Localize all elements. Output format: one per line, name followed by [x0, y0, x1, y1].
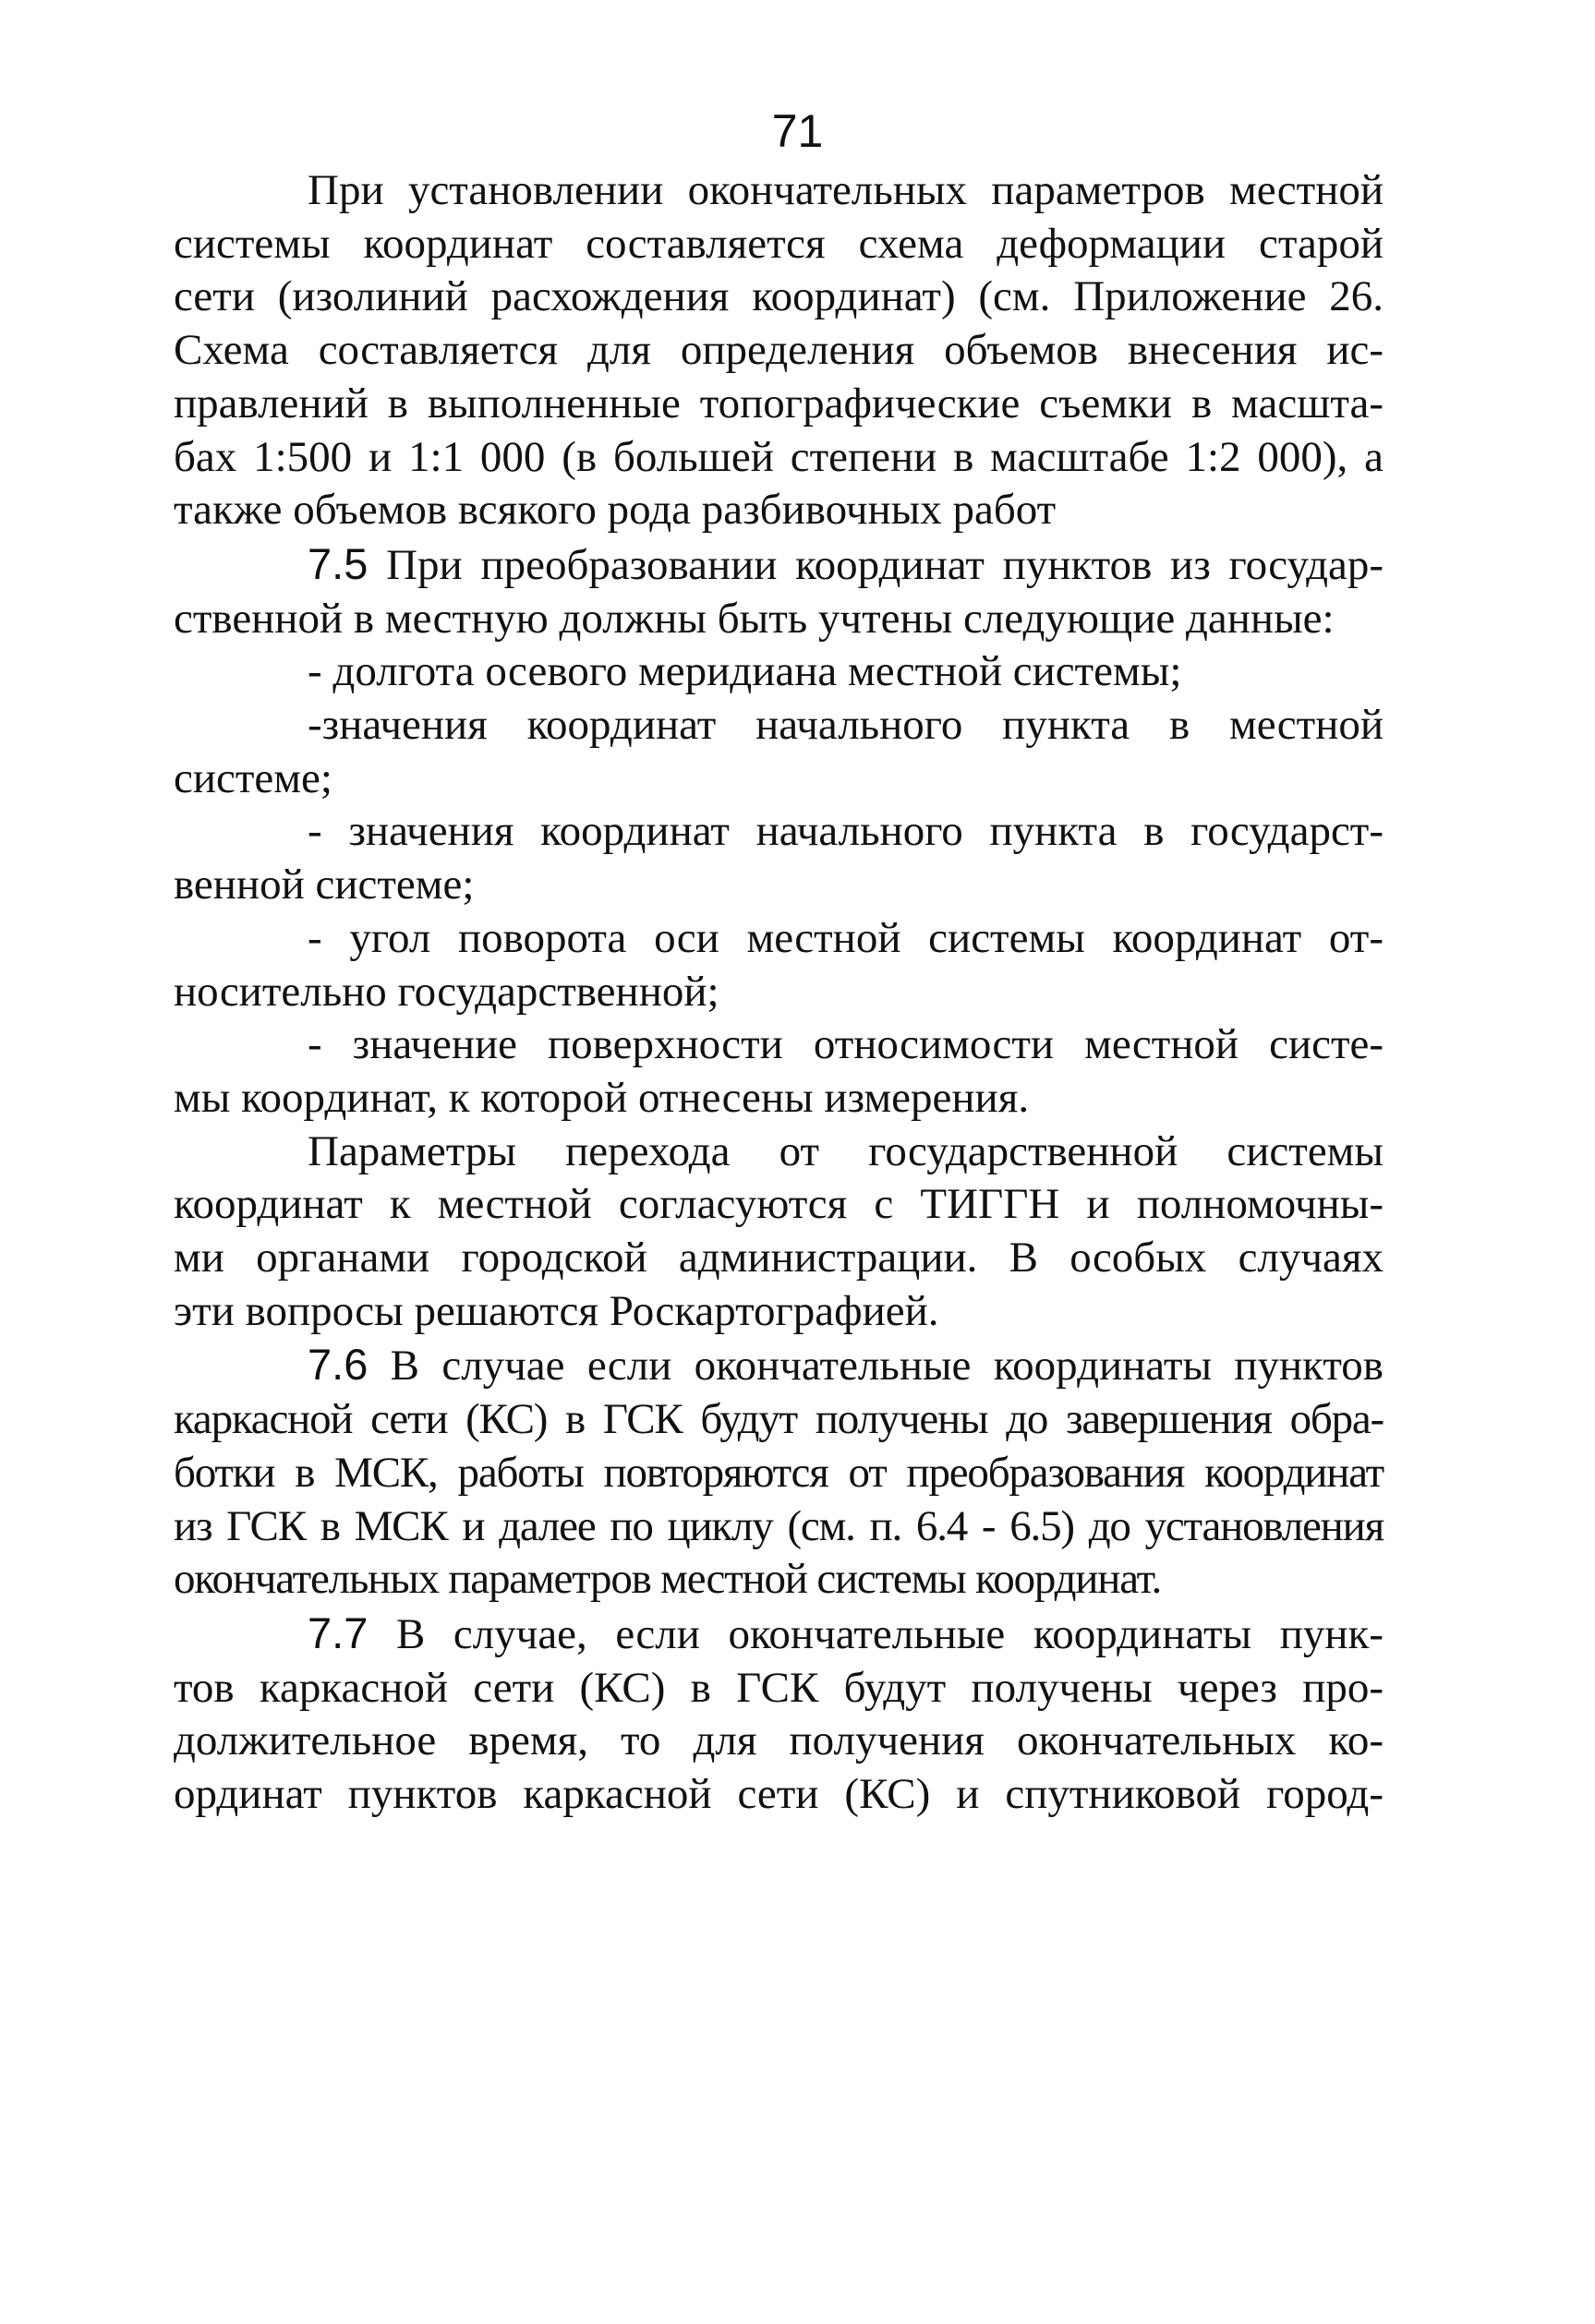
text-line: мы координат, к которой отнесены измерения. — [174, 1073, 1030, 1122]
list-item — [174, 699, 1384, 805]
text-line: ботки в МСК, работы повторяются от преобразования координат — [174, 1448, 1384, 1497]
text-line: При установлении окончательных параметров местной — [308, 166, 1384, 214]
text-line: тов каркасной сети (КС) в ГСК будут получены через про- — [174, 1663, 1384, 1712]
text-line: венной системе; — [174, 861, 475, 909]
section-number: 7.6 — [308, 1340, 369, 1390]
text-line: координат к местной согласуются с ТИГГН и полномочны- — [174, 1180, 1384, 1229]
text-line: - значение поверхности относимости местной систе- — [308, 1020, 1384, 1069]
body-text — [174, 164, 1384, 1822]
text-line: Схема составляется для определения объемов внесения ис- — [174, 326, 1384, 375]
text-line: правлений в выполненные топографические съемки в масшта- — [174, 379, 1384, 427]
text-fragment: При преобразовании координат пунктов из государ- — [386, 540, 1384, 589]
text-line: системе; — [174, 753, 332, 802]
text-line: ординат пунктов каркасной сети (КС) и спутниковой город- — [174, 1770, 1384, 1819]
section-number: 7.5 — [308, 538, 369, 588]
text-line — [174, 537, 1384, 593]
list-item — [174, 645, 1384, 699]
paragraph-7-5 — [174, 537, 1384, 645]
text-line: эти вопросы решаются Роскартографией. — [174, 1286, 939, 1335]
text-line: также объемов всякого рода разбивочных работ — [174, 486, 1057, 535]
text-line: Параметры перехода от государственной системы — [308, 1126, 1384, 1175]
text-line — [174, 1607, 1384, 1662]
text-line: - долгота осевого меридиана местной системы; — [308, 647, 1182, 696]
text-line: -значения координат начального пункта в местной — [308, 701, 1384, 750]
section-number: 7.7 — [308, 1608, 369, 1657]
list-item — [174, 805, 1384, 911]
text-fragment: В случае, если окончательные координаты пунк- — [395, 1609, 1384, 1658]
text-line: носительно государственной; — [174, 967, 719, 1016]
text-line: сети (изолиний расхождения координат) (см. Приложение 26. — [174, 272, 1384, 321]
text-line: ственной в местную должны быть учтены следующие данные: — [174, 594, 1335, 643]
page-number: 71 — [771, 105, 824, 157]
text-line: ми органами городской администрации. В особых случаях — [174, 1234, 1384, 1282]
text-line: должительное время, то для получения окончательных ко- — [174, 1716, 1384, 1765]
text-line: окончательных параметров местной системы координат. — [174, 1555, 1162, 1604]
text-line: системы координат составляется схема деформации старой — [174, 219, 1384, 268]
list-item — [174, 1018, 1384, 1125]
paragraph-7-6 — [174, 1338, 1384, 1607]
paragraph-intro — [174, 164, 1384, 537]
text-line: каркасной сети (КС) в ГСК будут получены до завершения обра- — [174, 1395, 1384, 1444]
paragraph-7-7 — [174, 1607, 1384, 1822]
text-line: бах 1:500 и 1:1 000 (в большей степени в масштабе 1:2 000), а — [174, 432, 1384, 481]
paragraph-parameters — [174, 1126, 1384, 1339]
text-line: - угол поворота оси местной системы координат от- — [308, 913, 1384, 962]
text-line: - значения координат начального пункта в государст- — [308, 807, 1384, 856]
list-item — [174, 912, 1384, 1018]
text-line — [174, 1338, 1384, 1393]
text-line: из ГСК в МСК и далее по циклу (см. п. 6.4 - 6.5) до установления — [174, 1501, 1384, 1550]
text-fragment: В случае если окончательные координаты пунктов — [390, 1342, 1384, 1391]
